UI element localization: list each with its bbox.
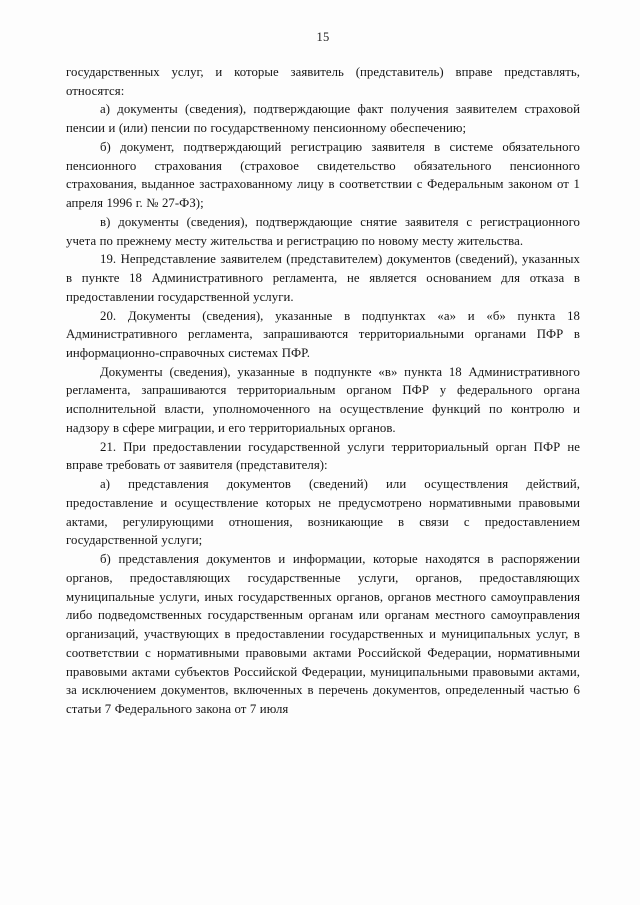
paragraph-clause-21-item-a: а) представления документов (сведений) или осуществления действий, предоставление и осуществление которых не предусмотрено нормативными правовыми актами, регулирующими отношения, возникающие в связи с предоставлением государственной услуги; [66,477,580,548]
page-number: 15 [316,30,330,44]
paragraph-continuation: государственных услуг, и которые заявитель (представитель) вправе представлять, относятся: [66,65,580,98]
paragraph-item-a: а) документы (сведения), подтверждающие факт получения заявителем страховой пенсии и (или) пенсии по государственному пенсионному обеспечению; [66,102,580,136]
paragraph-item-v: в) документы (сведения), подтверждающие снятие заявителя с регистрационного учета по прежнему месту жительства и регистрацию по новому месту жительства. [66,214,580,248]
paragraph-clause-19: 19. Непредставление заявителем (представителем) документов (сведений), указанных в пункте 18 Административного регламента, не является основанием для отказа в предоставлении государственной услуги. [66,252,580,304]
paragraph-clause-21: 21. При предоставлении государственной услуги территориальный орган ПФР не вправе требовать от заявителя (представителя): [66,439,580,473]
paragraph-clause-20-continued: Документы (сведения), указанные в подпункте «в» пункта 18 Административного регламента, запрашиваются территориальным органом ПФР у федерального органа исполнительной власти, уполномоченного на осуществление функций по контролю и надзору в сфере миграции, и его территориальных органов. [66,364,580,435]
paragraph-item-b: б) документ, подтверждающий регистрацию заявителя в системе обязательного пенсионного страхования (страховое свидетельство обязательного пенсионного страхования, выданное застрахованному лицу в соответствии с Федеральным законом от 1 апреля 1996 г. № 27-ФЗ); [66,139,580,211]
paragraph-clause-21-item-b: б) представления документов и информации, которые находятся в распоряжении органов, предоставляющих государственные услуги, органов, предоставляющих муниципальные услуги, иных государственных органов, органов местного самоуправления либо подведомственных государственным органам или органам местного самоуправления организаций, участвующих в предоставлении государственных и муниципальных услуг, в соответствии с нормативными правовыми актами Российской Федерации, нормативными правовыми актами субъектов Российской Федерации, муниципальными правовыми актами, за исключением документов, включенных в перечень документов, определенный частью 6 статьи 7 Федерального закона от 7 июля [66,552,580,716]
document-body [66,63,580,719]
paragraph-clause-20: 20. Документы (сведения), указанные в подпунктах «а» и «б» пункта 18 Административного регламента, запрашиваются территориальными органами ПФР в информационно-справочных системах ПФР. [66,308,580,361]
